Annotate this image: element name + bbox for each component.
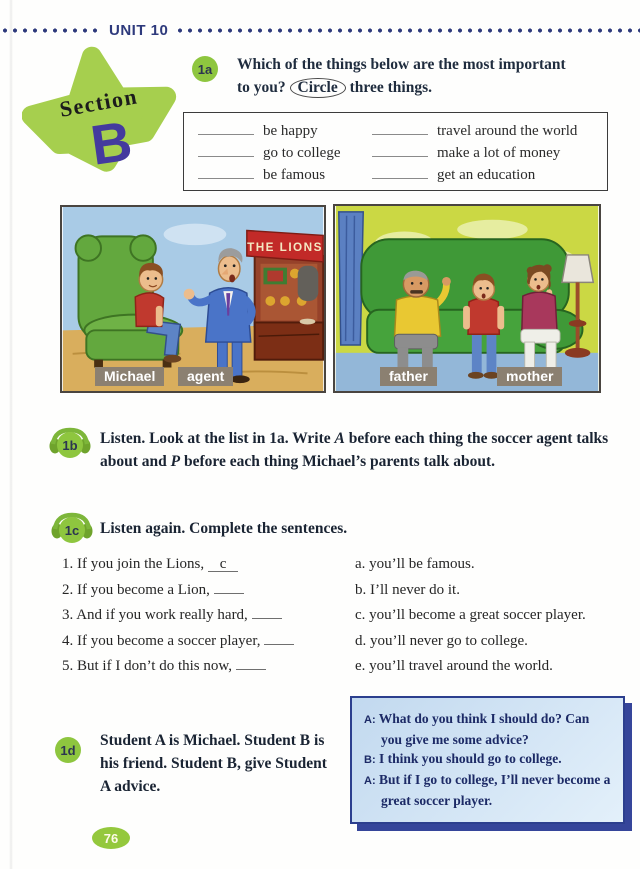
stem-row	[62, 629, 294, 655]
stem-number: 4.	[62, 632, 74, 649]
prompt-1b-seg1: Listen. Look at the list in 1a. Write	[100, 430, 335, 447]
activity-1a-prompt	[237, 53, 609, 99]
family-illustration	[333, 204, 601, 393]
stem-number: 3.	[62, 607, 74, 623]
circled-word: Circle	[290, 78, 346, 98]
page-crease	[9, 0, 13, 869]
option-letter: d.	[355, 632, 367, 649]
answer-blank	[208, 557, 238, 572]
activity-1d-badge: 1d	[55, 737, 81, 763]
prompt-1b-em1: A	[334, 430, 345, 447]
choice-label: travel around the world	[437, 123, 578, 139]
stem-row	[62, 578, 294, 604]
dialogue-line	[364, 709, 613, 749]
stem-number: 1.	[62, 556, 74, 572]
option-row	[355, 654, 586, 680]
option-text: you’ll travel around the world.	[369, 658, 553, 674]
sentence-stems	[62, 552, 294, 680]
unit-header	[0, 22, 640, 38]
option-text: I’ll never do it.	[370, 581, 460, 598]
dotted-divider	[175, 28, 640, 33]
stem-text: If you become a soccer player,	[77, 632, 261, 649]
speaker-label: B:	[364, 754, 376, 766]
family-scene	[335, 206, 599, 391]
activity-1d-prompt: Student A is Michael. Student B is his friend. Student B, give Student A advice.	[100, 732, 327, 795]
activity-1b-badge	[48, 427, 92, 461]
activity-1b-prompt	[100, 427, 616, 473]
activity-1c-badge	[50, 512, 94, 546]
label-michael: Michael	[95, 367, 164, 386]
choice-item	[198, 122, 348, 140]
michael-agent-illustration	[60, 205, 326, 393]
section-word: Section	[57, 83, 140, 122]
activity-1c-prompt: Listen again. Complete the sentences.	[100, 520, 348, 537]
answer-blank	[198, 144, 254, 157]
answer-blank	[236, 655, 266, 670]
option-letter: a.	[355, 556, 366, 572]
dialogue-text: I think you should go to college.	[378, 751, 562, 766]
stem-number: 5.	[62, 658, 74, 674]
choice-item	[372, 166, 593, 184]
label-mother: mother	[497, 367, 562, 386]
michael-agent-scene	[62, 207, 324, 391]
badge-1b-text: 1b	[62, 438, 78, 453]
lions-banner-text: THE LIONS	[247, 241, 323, 255]
option-row	[355, 552, 586, 578]
stem-text: If you become a Lion,	[77, 581, 210, 598]
section-letter: B	[86, 108, 136, 177]
speaker-label: A:	[364, 775, 376, 787]
choice-item	[372, 122, 593, 140]
page-number-badge: 76	[92, 827, 130, 849]
stem-row	[62, 552, 294, 578]
headphones-icon	[50, 512, 94, 546]
star-icon	[22, 44, 188, 210]
answer-blank	[372, 122, 428, 135]
option-text: you’ll never go to college.	[370, 632, 528, 649]
stem-number: 2.	[62, 581, 74, 598]
answer-blank	[252, 604, 282, 619]
option-letter: c.	[355, 607, 366, 623]
dialogue-line	[364, 749, 613, 770]
stem-text: And if you work really hard,	[76, 607, 248, 623]
answer-blank	[372, 144, 428, 157]
dialogue-line	[364, 770, 613, 810]
option-letter: b.	[355, 581, 367, 598]
answer-blank	[264, 630, 294, 645]
example-dialogue-box	[350, 696, 625, 824]
choice-item	[372, 144, 593, 162]
answer-text: c	[219, 556, 227, 572]
badge-1c-text: 1c	[64, 523, 80, 538]
answer-blank	[214, 579, 244, 594]
choice-item	[198, 166, 348, 184]
option-row	[355, 629, 586, 655]
option-text: you’ll become a great soccer player.	[369, 607, 586, 623]
sentence-options	[355, 552, 586, 680]
prompt-1a-line1: Which of the things below are the most important	[237, 56, 566, 73]
label-agent: agent	[178, 367, 233, 386]
choices-box	[183, 112, 608, 191]
headphones-icon	[48, 427, 92, 461]
unit-label: UNIT 10	[109, 21, 169, 39]
dotted-divider	[0, 28, 102, 33]
choice-label: be happy	[263, 123, 318, 139]
speaker-label: A:	[364, 714, 376, 726]
label-father: father	[380, 367, 437, 386]
answer-blank	[372, 166, 428, 179]
option-row	[355, 603, 586, 629]
activity-1a-badge: 1a	[192, 56, 218, 82]
option-letter: e.	[355, 658, 366, 674]
stem-row	[62, 654, 294, 680]
choice-item	[198, 144, 348, 162]
option-row	[355, 578, 586, 604]
choice-label: go to college	[263, 145, 341, 161]
prompt-1a-pre: to you?	[237, 79, 286, 96]
stem-row	[62, 603, 294, 629]
answer-blank	[198, 122, 254, 135]
choice-label: be famous	[263, 167, 326, 183]
section-star	[22, 44, 188, 210]
dialogue-text: But if I go to college, I’ll never become a great soccer player.	[378, 772, 611, 808]
prompt-1b-em2: P	[170, 453, 181, 470]
prompt-1a-post: three things.	[349, 79, 432, 96]
choice-label: get an education	[437, 167, 536, 183]
stem-text: If you join the Lions,	[77, 556, 205, 572]
choice-label: make a lot of money	[437, 145, 561, 161]
option-text: you’ll be famous.	[369, 556, 475, 572]
answer-blank	[198, 166, 254, 179]
prompt-1b-seg3: before each thing Michael’s parents talk about.	[180, 453, 495, 470]
dialogue-text: What do you think I should do? Can you give me some advice?	[378, 711, 590, 747]
stem-text: But if I don’t do this now,	[77, 658, 233, 674]
prompt-1b-seg2: before each thing the soccer agent talks about and	[100, 430, 609, 470]
